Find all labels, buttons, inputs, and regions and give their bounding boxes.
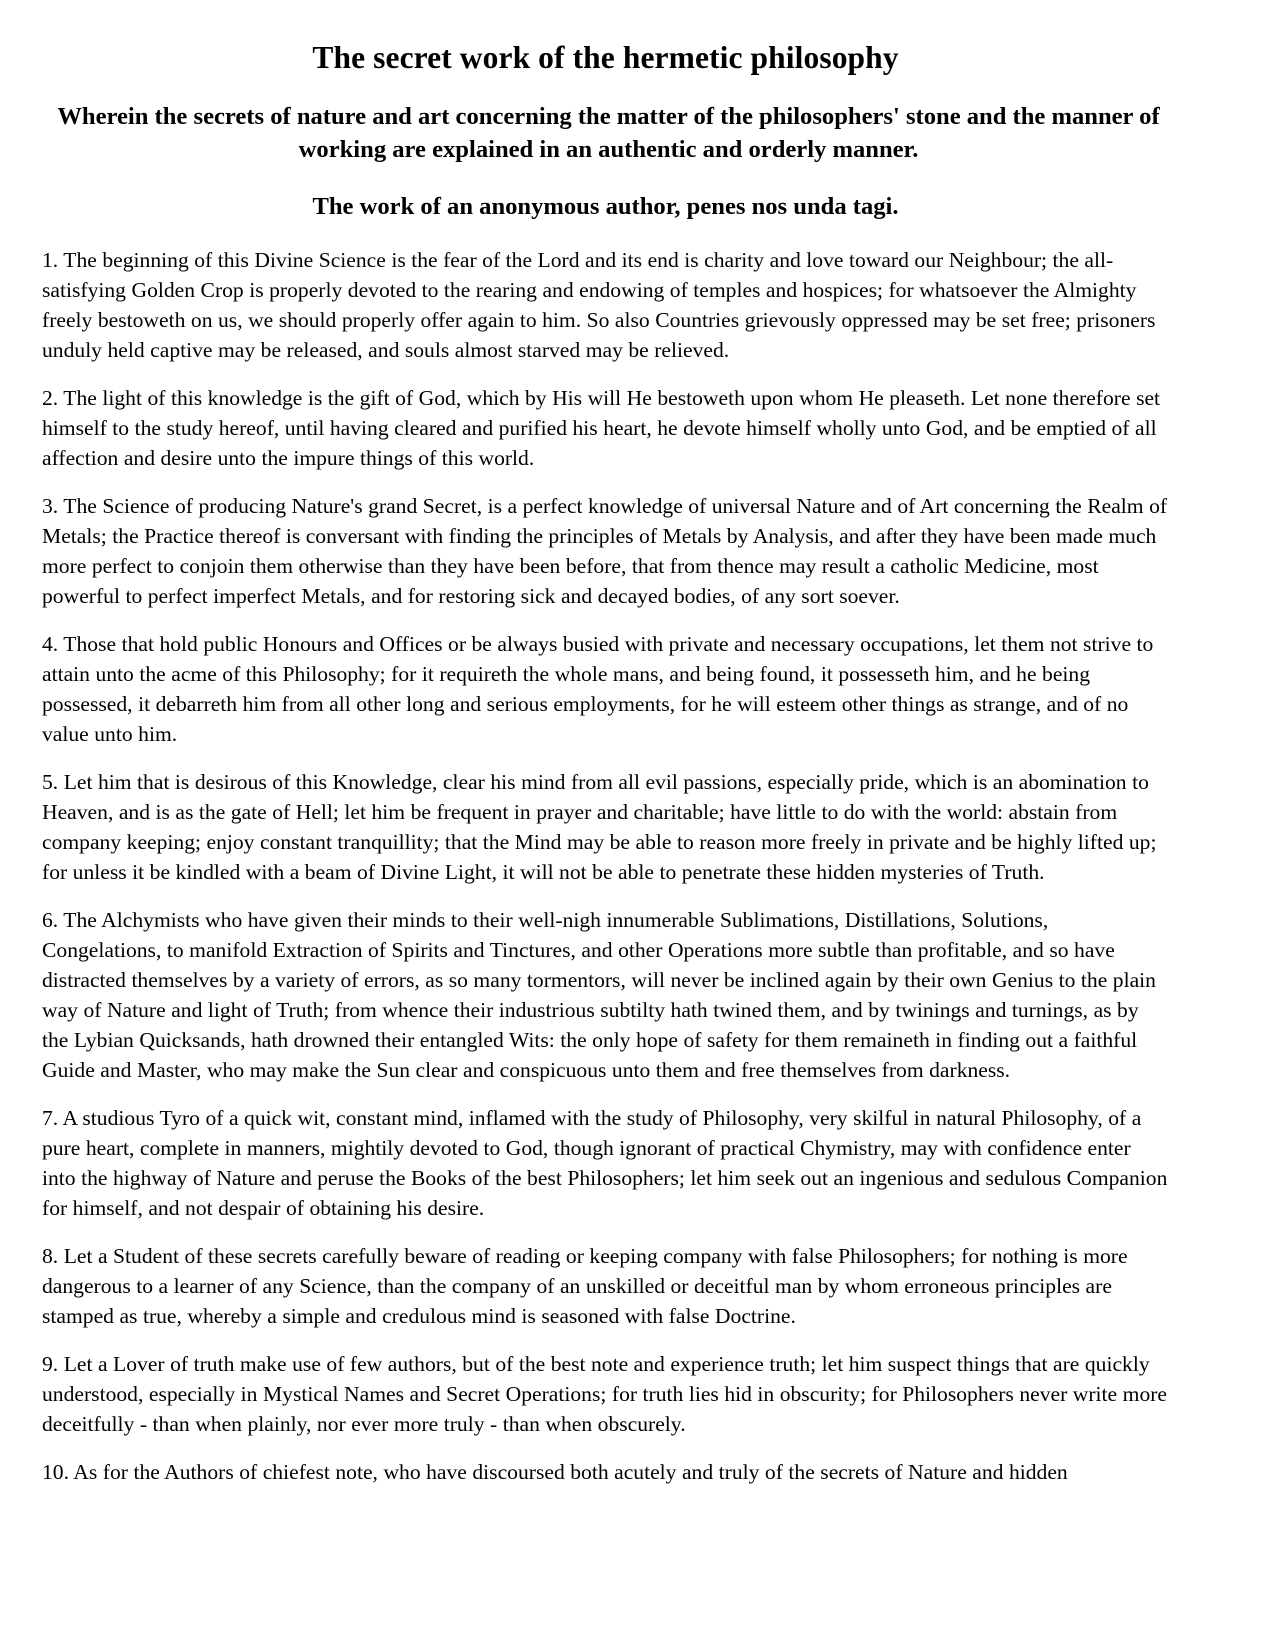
numbered-paragraph: 3. The Science of producing Nature's grand Secret, is a perfect knowledge of universal Nature and of Art concerning the Realm of Metals; the Practice thereof is conversant with finding the principles of Metals by Analysis, and after they have been made much more perfect to conjoin them otherwise than they have been before, that from thence may result a catholic Medicine, most powerful to perfect imperfect Metals, and for restoring sick and decayed bodies, of any sort soever. bbox=[42, 493, 1168, 608]
numbered-paragraph: 1. The beginning of this Divine Science is the fear of the Lord and its end is charity and love toward our Neighbour; the all-satisfying Golden Crop is properly devoted to the rearing and endowing of temples and hospices; for whatsoever the Almighty freely bestoweth on us, we should properly offer again to him. So also Countries grievously oppressed may be set free; prisoners unduly held captive may be released, and souls almost starved may be relieved. bbox=[42, 247, 1156, 362]
numbered-paragraph: 10. As for the Authors of chiefest note, who have discoursed both acutely and truly of the secrets of Nature and hidden bbox=[42, 1459, 1068, 1484]
document-byline: The work of an anonymous author, penes nos unda tagi. bbox=[312, 192, 899, 220]
numbered-paragraph: 2. The light of this knowledge is the gift of God, which by His will He bestoweth upon whom He pleaseth. Let none therefore set himself to the study hereof, until having cleared and purified his heart, he devote himself wholly unto God, and be emptied of all affection and desire unto the impure things of this world. bbox=[42, 385, 1161, 470]
document-content bbox=[42, 0, 1169, 1487]
numbered-paragraph: 9. Let a Lover of truth make use of few authors, but of the best note and experience truth; let him suspect things that are quickly understood, especially in Mystical Names and Secret Operations; for truth lies hid in obscurity; for Philosophers never write more deceitfully - than when plainly, nor ever more truly - than when obscurely. bbox=[42, 1351, 1168, 1436]
numbered-paragraph: 6. The Alchymists who have given their minds to their well-nigh innumerable Sublimations, Distillations, Solutions, Congelations, to manifold Extraction of Spirits and Tinctures, and other Operations more subtle than profitable, and so have distracted themselves by a variety of errors, as so many tormentors, will never be inclined again by their own Genius to the plain way of Nature and light of Truth; from whence their industrious subtilty hath twined them, and by twinings and turnings, as by the Lybian Quicksands, hath drowned their entangled Wits: the only hope of safety for them remaineth in finding out a faithful Guide and Master, who may make the Sun clear and conspicuous unto them and free themselves from darkness. bbox=[42, 907, 1156, 1082]
document-subtitle: Wherein the secrets of nature and art concerning the matter of the philosophers' stone and the manner of working are explained in an authentic and orderly manner. bbox=[57, 103, 1160, 163]
document-body bbox=[42, 223, 1169, 1487]
numbered-paragraph: 7. A studious Tyro of a quick wit, constant mind, inflamed with the study of Philosophy, very skilful in natural Philosophy, of a pure heart, complete in manners, mightily devoted to God, though ignorant of practical Chymistry, may with confidence enter into the highway of Nature and peruse the Books of the best Philosophers; let him seek out an ingenious and sedulous Companion for himself, and not despair of obtaining his desire. bbox=[42, 1105, 1168, 1220]
numbered-paragraph: 5. Let him that is desirous of this Knowledge, clear his mind from all evil passions, especially pride, which is an abomination to Heaven, and is as the gate of Hell; let him be frequent in prayer and charitable; have little to do with the world: abstain from company keeping; enjoy constant tranquillity; that the Mind may be able to reason more freely in private and be highly lifted up; for unless it be kindled with a beam of Divine Light, it will not be able to penetrate these hidden mysteries of Truth. bbox=[42, 769, 1157, 884]
numbered-paragraph: 4. Those that hold public Honours and Offices or be always busied with private and necessary occupations, let them not strive to attain unto the acme of this Philosophy; for it requireth the whole mans, and being found, it possesseth him, and he being possessed, it debarreth him from all other long and serious employments, for he will esteem other things as strange, and of no value unto him. bbox=[42, 631, 1154, 746]
page-title: The secret work of the hermetic philosophy bbox=[312, 40, 899, 75]
numbered-paragraph: 8. Let a Student of these secrets carefully beware of reading or keeping company with false Philosophers; for nothing is more dangerous to a learner of any Science, than the company of an unskilled or deceitful man by whom erroneous principles are stamped as true, whereby a simple and credulous mind is seasoned with false Doctrine. bbox=[42, 1243, 1128, 1328]
